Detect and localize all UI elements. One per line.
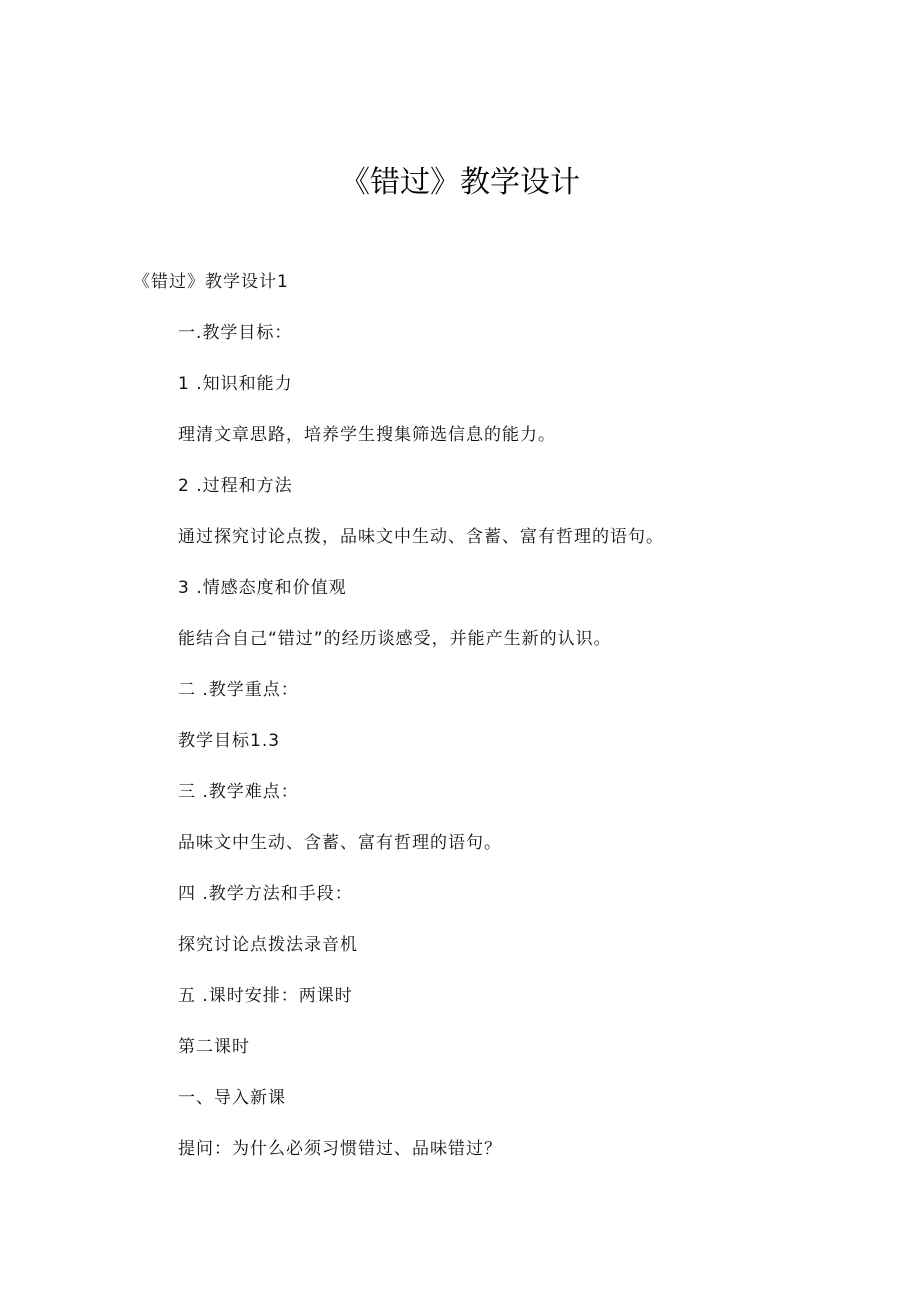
objective-2-text: 通过探究讨论点拨，品味文中生动、含蓄、富有哲理的语句。	[178, 527, 664, 547]
objective-1-text: 理清文章思路，培养学生搜集筛选信息的能力。	[178, 425, 556, 445]
key-points-text: 教学目标1.3	[178, 731, 281, 751]
lesson-heading: 第二课时	[178, 1037, 250, 1057]
difficulties-text: 品味文中生动、含蓄、富有哲理的语句。	[178, 833, 502, 853]
objectives-heading: 一.教学目标：	[178, 323, 293, 343]
question-text: 提问：为什么必须习惯错过、品味错过？	[178, 1139, 502, 1159]
objective-1-heading: 1 .知识和能力	[178, 374, 293, 394]
objective-3-text: 能结合自己“错过”的经历谈感受，并能产生新的认识。	[178, 629, 612, 649]
objective-3-heading: 3 .情感态度和价值观	[178, 578, 347, 598]
methods-text: 探究讨论点拨法录音机	[178, 935, 358, 955]
methods-heading: 四 .教学方法和手段：	[178, 884, 353, 904]
objective-2-heading: 2 .过程和方法	[178, 476, 293, 496]
intro-heading: 一、导入新课	[178, 1088, 286, 1108]
section-heading: 《错过》教学设计1	[133, 272, 289, 292]
key-points-heading: 二 .教学重点：	[178, 680, 299, 700]
document-title: 《错过》教学设计	[340, 165, 580, 200]
schedule-line: 五 .课时安排：两课时	[178, 986, 353, 1006]
difficulties-heading: 三 .教学难点：	[178, 782, 299, 802]
